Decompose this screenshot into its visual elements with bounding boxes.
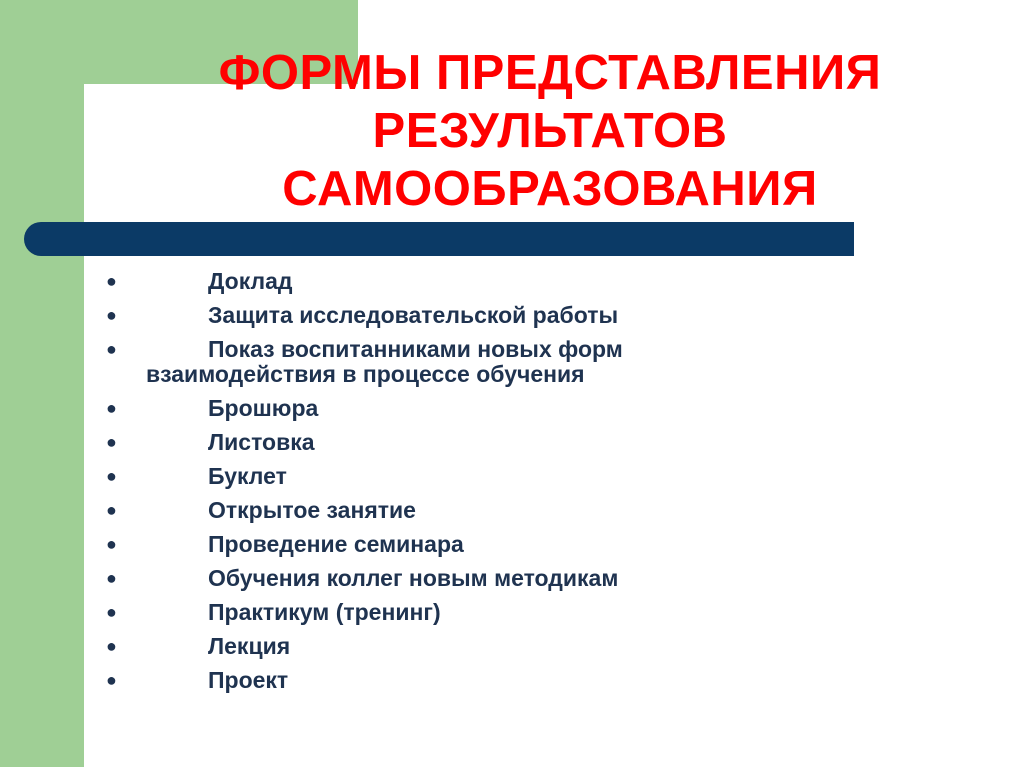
bullet-icon: ● [106,432,117,452]
list-item-lecture [100,631,980,665]
bullet-icon: ● [106,636,117,656]
bullet-icon: ● [106,568,117,588]
list-item-text: Практикум (тренинг) [208,599,441,625]
list-item-text: Показ воспитанниками новых форм [208,336,623,362]
title-line-2: РЕЗУЛЬТАТОВ [372,104,728,158]
bullet-icon: ● [106,670,117,690]
list-item-text: Обучения коллег новым методикам [208,565,619,591]
list-item-text: Листовка [208,429,315,455]
bullet-icon: ● [106,534,117,554]
bullet-icon: ● [106,271,117,291]
list-item-text: Лекция [208,633,291,659]
list-item-brochure [100,393,980,427]
list-item-text: Защита исследовательской работы [208,302,619,328]
title-line-3: САМООБРАЗОВАНИЯ [282,162,818,216]
results-forms-list [100,266,980,699]
list-item-leaflet [100,427,980,461]
slide-title [120,44,980,218]
list-item-research-defense [100,300,980,334]
list-item-project [100,665,980,699]
green-side-band [0,0,84,767]
bullet-icon: ● [106,500,117,520]
list-item-text: Брошюра [208,395,319,421]
list-item-text: Открытое занятие [208,497,416,523]
list-item-text: Буклет [208,463,287,489]
bullet-icon: ● [106,398,117,418]
bullet-icon: ● [106,466,117,486]
list-item-text-continuation: взаимодействия в процессе обучения [146,361,585,387]
title-underline-bar [24,222,854,256]
list-item-seminar [100,529,980,563]
list-item-report [100,266,980,300]
bullet-icon: ● [106,339,117,359]
list-item-open-lesson [100,495,980,529]
list-item-colleague-training [100,563,980,597]
list-item-booklet [100,461,980,495]
bullet-icon: ● [106,305,117,325]
list-item-workshop [100,597,980,631]
list-item-text: Доклад [208,268,293,294]
list-item-text: Проведение семинара [208,531,464,557]
list-item-pupils-showcase [100,334,980,393]
title-line-1: ФОРМЫ ПРЕДСТАВЛЕНИЯ [218,46,882,100]
bullet-icon: ● [106,602,117,622]
list-item-text: Проект [208,667,289,693]
